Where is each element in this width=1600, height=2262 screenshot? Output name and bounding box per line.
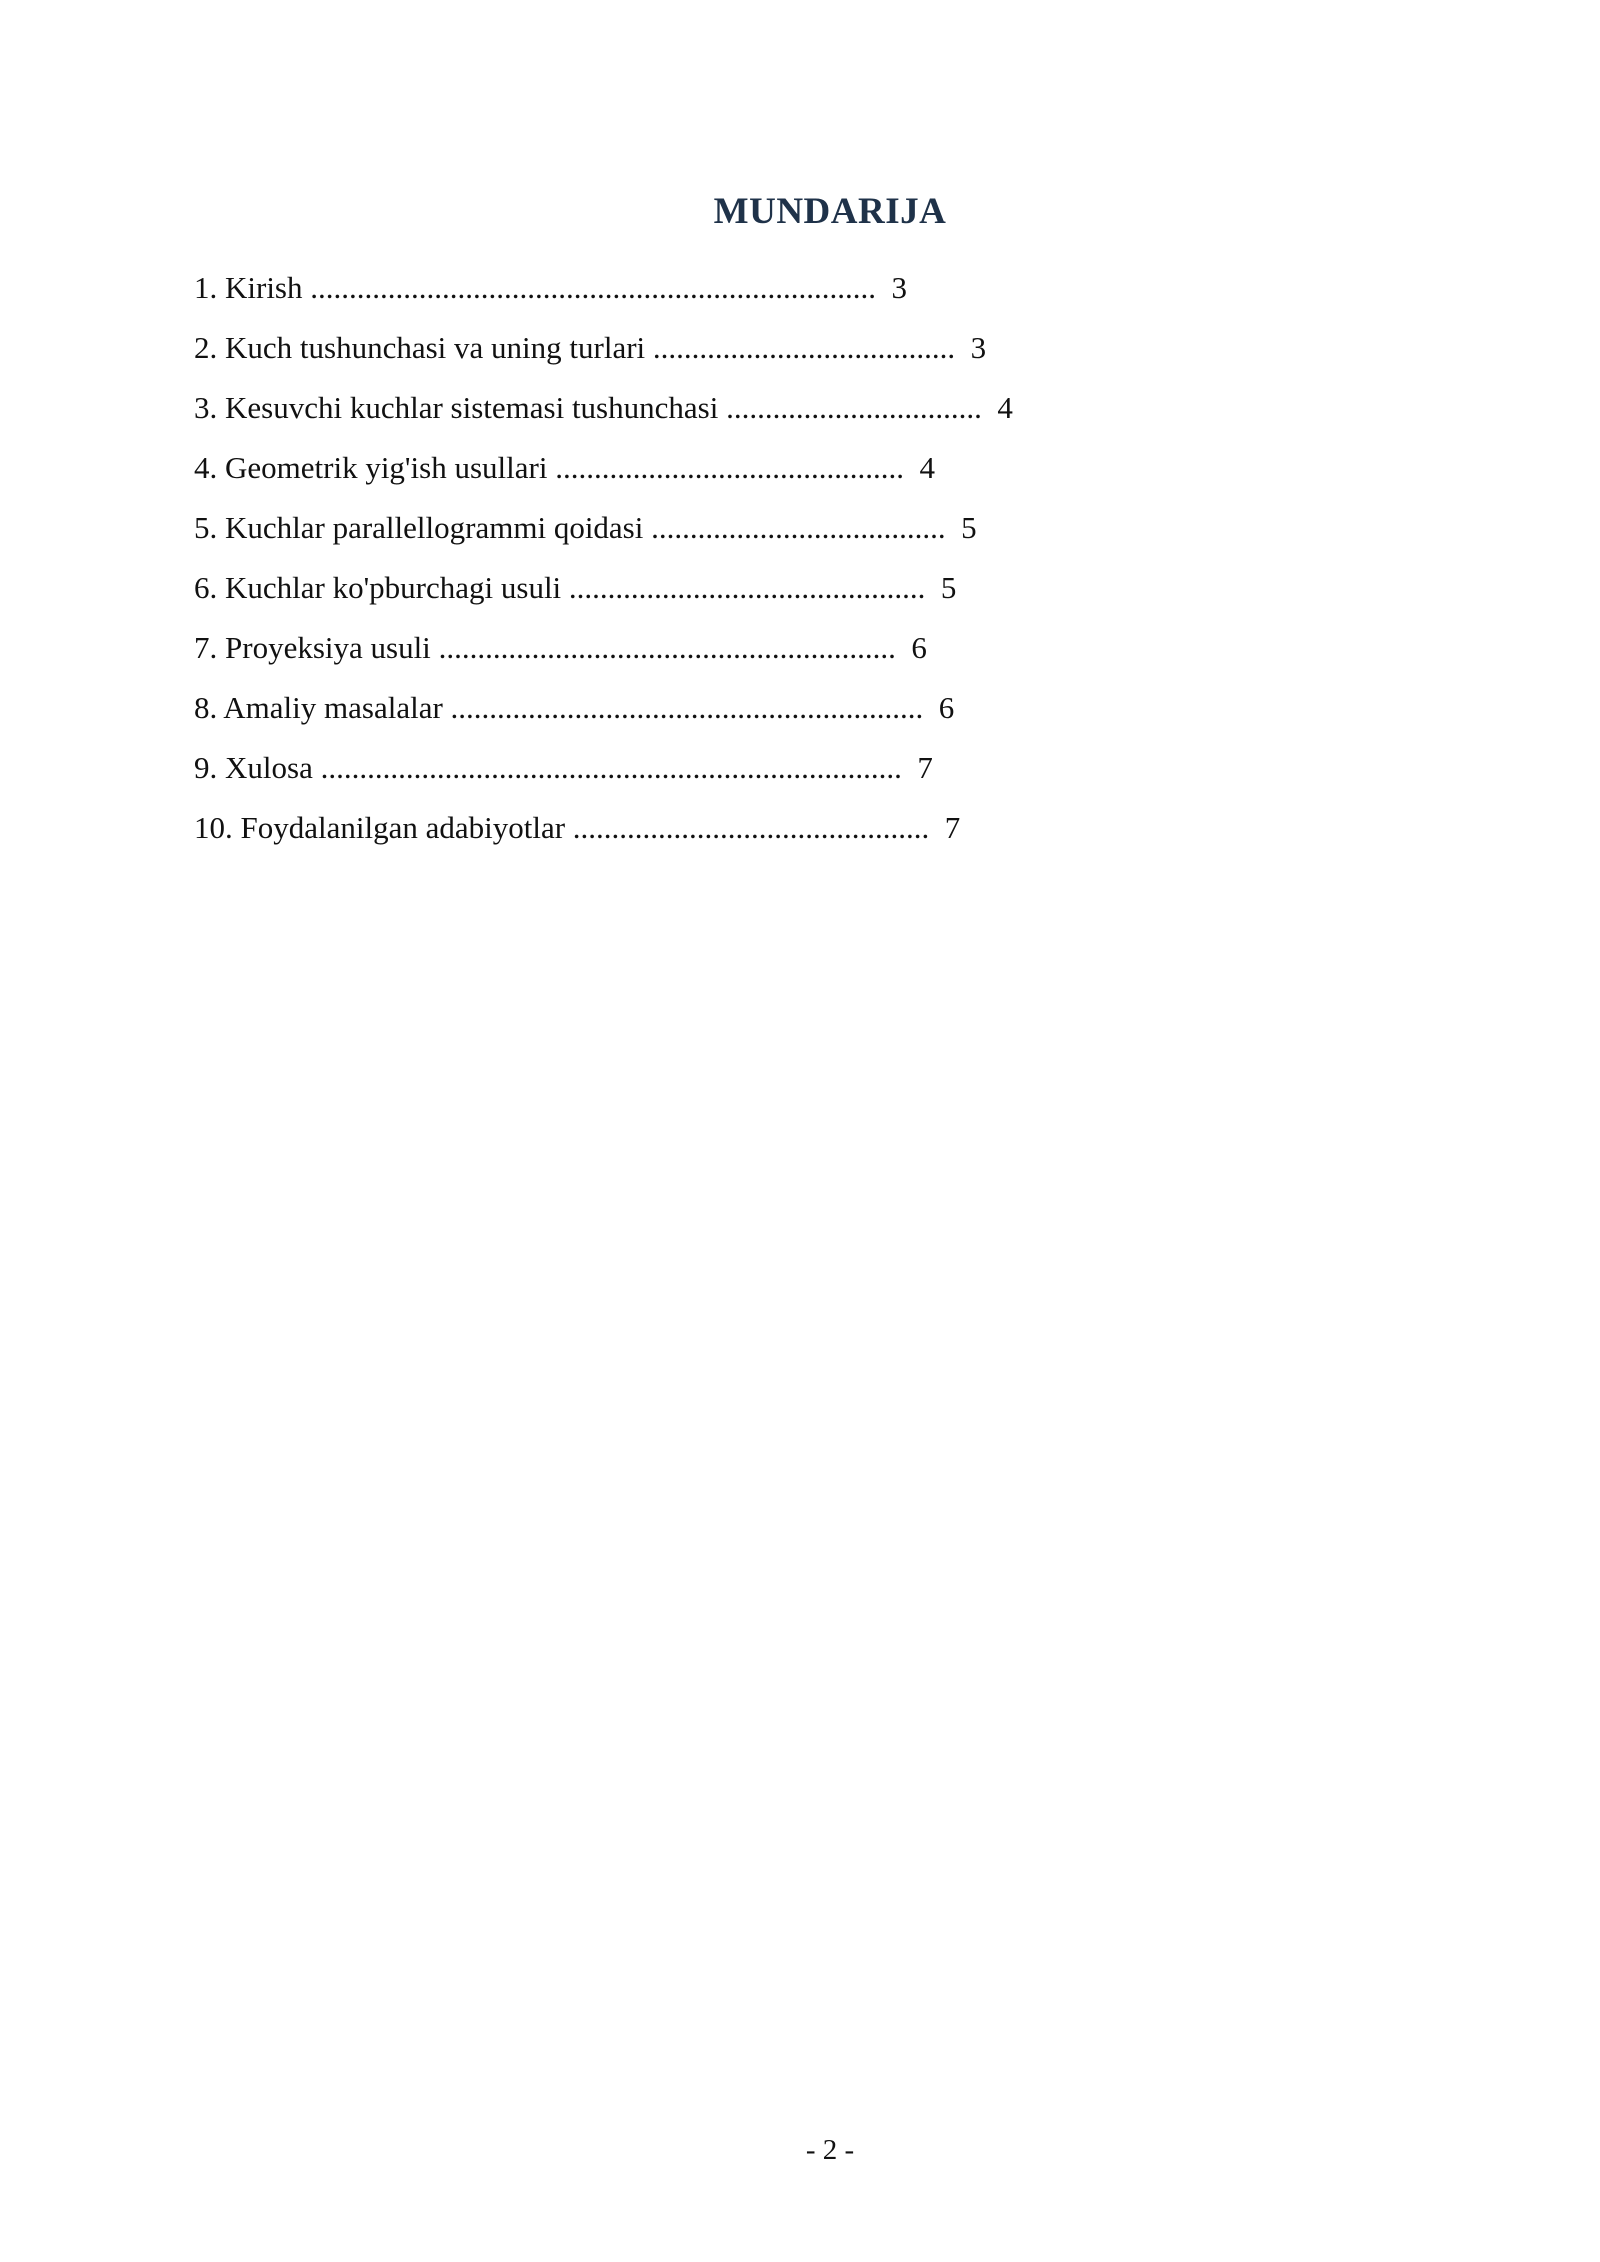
- toc-entry-leader: ...........................................................................: [312, 750, 902, 785]
- toc-entry-page: 4: [997, 390, 1013, 425]
- toc-entry-number: 9.: [194, 750, 218, 785]
- toc-entry-label: Kuch tushunchasi va uning turlari: [225, 330, 646, 365]
- toc-entry: [194, 566, 1013, 626]
- toc-entry-label: Proyeksiya usuli: [225, 630, 431, 665]
- toc-entry-leader: .......................................: [645, 330, 956, 365]
- toc-entry-page: 5: [940, 570, 957, 605]
- toc-entry: [194, 506, 1013, 566]
- toc-entry-number: 2.: [194, 330, 218, 365]
- toc-entry-page: 6: [911, 630, 927, 665]
- toc-entry-number: 1.: [194, 270, 218, 305]
- toc-entry-label: Kuchlar ko'pburchagi usuli: [225, 570, 562, 605]
- toc-entry-label: Foydalanilgan adabiyotlar: [240, 810, 566, 845]
- page-number-footer: - 2 -: [805, 2134, 855, 2166]
- toc-entry-leader: .........................................................................: [302, 270, 876, 305]
- toc-entry-page: 7: [917, 750, 933, 785]
- toc-entry-page: 3: [970, 330, 987, 365]
- toc-entry-leader: ...........................................................: [430, 630, 896, 665]
- toc-entry: [194, 746, 1013, 806]
- toc-entry-leader: .................................: [718, 390, 982, 425]
- toc-entry: [194, 626, 1013, 686]
- page-title: MUNDARIJA: [713, 191, 947, 232]
- toc-entry-number: 7.: [194, 630, 218, 665]
- toc-entry-number: 8.: [194, 690, 218, 725]
- table-of-contents: [194, 266, 1013, 866]
- toc-entry-page: 4: [919, 450, 935, 485]
- toc-entry-label: Xulosa: [225, 750, 313, 785]
- toc-entry-leader: .............................................................: [442, 690, 924, 725]
- toc-entry-number: 10.: [194, 810, 233, 845]
- toc-entry: [194, 686, 1013, 746]
- toc-entry-page: 5: [961, 510, 977, 545]
- toc-entry-label: Geometrik yig'ish usullari: [225, 450, 548, 485]
- toc-entry: [194, 806, 1013, 866]
- toc-entry-number: 5.: [194, 510, 218, 545]
- toc-entry-page: 3: [891, 270, 907, 305]
- toc-entry-leader: ......................................: [643, 510, 946, 545]
- toc-entry-number: 3.: [194, 390, 218, 425]
- toc-entry-number: 6.: [194, 570, 218, 605]
- toc-entry-label: Kesuvchi kuchlar sistemasi tushunchasi: [225, 390, 719, 425]
- toc-entry-leader: .............................................: [547, 450, 904, 485]
- toc-entry-label: Kuchlar parallellogrammi qoidasi: [225, 510, 644, 545]
- toc-entry-number: 4.: [194, 450, 218, 485]
- toc-entry-page: 7: [944, 810, 961, 845]
- toc-entry-leader: ..............................................: [565, 810, 930, 845]
- toc-entry: [194, 326, 1013, 386]
- toc-entry: [194, 386, 1013, 446]
- toc-entry-label: Kirish: [225, 270, 303, 305]
- toc-entry-leader: ..............................................: [561, 570, 926, 605]
- toc-entry: [194, 446, 1013, 506]
- toc-entry-label: Amaliy masalalar: [223, 690, 443, 725]
- toc-entry: [194, 266, 1013, 326]
- toc-entry-page: 6: [938, 690, 955, 725]
